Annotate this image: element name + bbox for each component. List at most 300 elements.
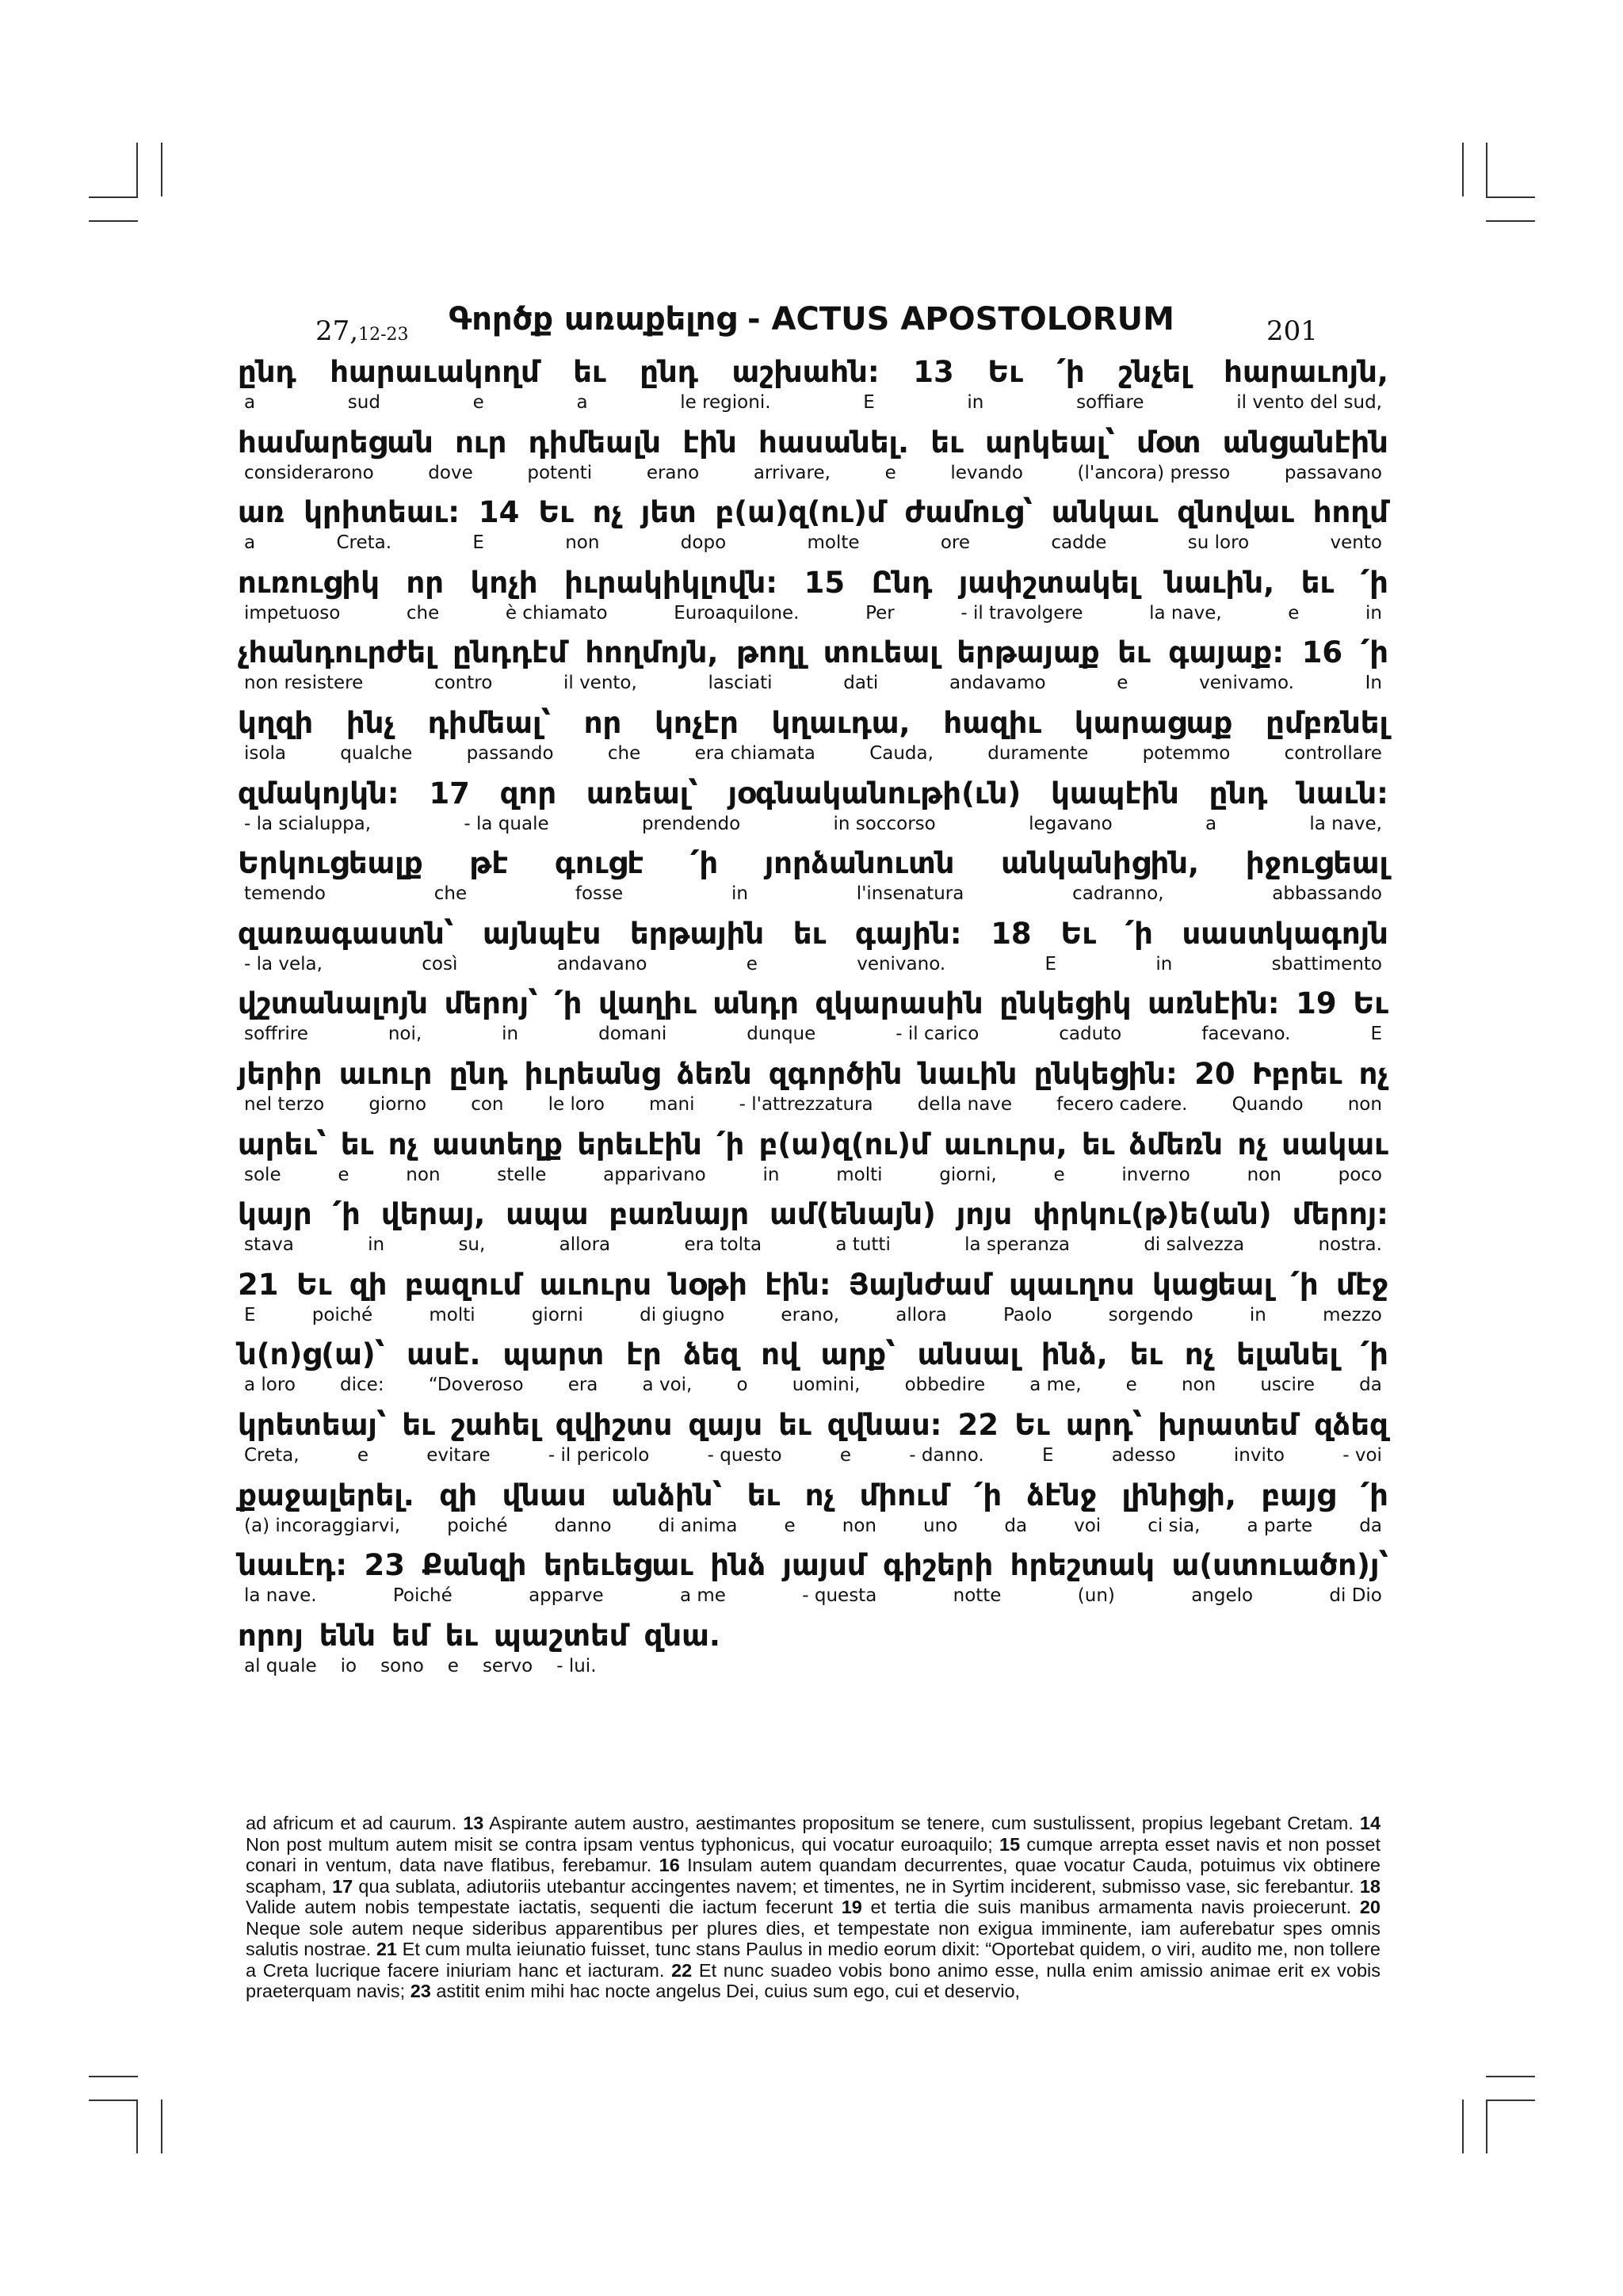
italian-gloss-word: levando xyxy=(950,462,1023,483)
armenian-word: ՛ի xyxy=(716,1127,745,1161)
italian-gloss-word: - il pericolo xyxy=(548,1445,650,1466)
italian-gloss-line xyxy=(238,1445,1388,1466)
latin-verse-text: Non post multum autem misit se contra ipsam ventus typhonicus, qui vocatur euroaquilo; xyxy=(246,1833,1000,1855)
armenian-word: առնէին: xyxy=(1148,986,1280,1021)
italian-gloss-word: il vento, xyxy=(563,673,637,694)
italian-gloss-word: (a) incoraggiarvi, xyxy=(244,1515,401,1536)
italian-gloss-line xyxy=(238,463,1388,483)
crop-mark xyxy=(1486,2100,1487,2153)
italian-gloss-word: considerarono xyxy=(244,462,374,483)
latin-verse-text: Insulam autem quandam decurrentes, quae vocatur Cauda, potuimus vix obtinere scapham, xyxy=(246,1855,1381,1897)
italian-gloss-word: dove xyxy=(428,462,473,483)
armenian-word: ՛ի xyxy=(1360,1478,1388,1512)
armenian-word: դիմեալ՝ xyxy=(427,706,551,740)
interlinear-line xyxy=(238,1408,1388,1476)
italian-gloss-line xyxy=(238,1024,1388,1044)
interlinear-line xyxy=(238,566,1388,634)
italian-gloss-word: che xyxy=(406,602,440,624)
interlinear-line xyxy=(238,425,1388,494)
crop-mark xyxy=(1462,2100,1464,2153)
italian-gloss-word: potemmo xyxy=(1142,743,1231,764)
armenian-word: ՛ի xyxy=(1125,916,1153,951)
armenian-word: կոչի xyxy=(470,565,538,600)
interlinear-line xyxy=(238,1268,1388,1336)
armenian-word: հազիւ xyxy=(943,706,1042,740)
armenian-word: էին xyxy=(682,425,737,460)
armenian-word: ուռուցիկ xyxy=(238,565,380,600)
italian-gloss-word: giorno xyxy=(369,1094,427,1115)
italian-gloss-word: l'insenatura xyxy=(856,883,964,905)
armenian-word: եւ xyxy=(1117,635,1151,670)
armenian-word: սաստկագոյն xyxy=(1182,916,1388,951)
italian-gloss-word: nostra. xyxy=(1318,1234,1382,1256)
italian-gloss-word: in xyxy=(731,883,748,905)
interlinear-line xyxy=(238,1197,1388,1265)
armenian-word: նաւն: xyxy=(1297,776,1388,810)
italian-gloss-word: e xyxy=(472,392,484,413)
italian-gloss-word: la speranza xyxy=(964,1234,1070,1256)
italian-gloss-word: in xyxy=(368,1234,385,1256)
italian-gloss-word: a voi, xyxy=(642,1375,693,1396)
verse-number: 18 xyxy=(1359,1875,1381,1897)
italian-gloss-word: poiché xyxy=(447,1515,508,1536)
armenian-word: զի xyxy=(349,1267,388,1302)
italian-gloss-word: evitare xyxy=(426,1445,491,1466)
armenian-word: դիմեալն xyxy=(528,425,662,460)
italian-gloss-word: la nave, xyxy=(1149,602,1222,624)
italian-gloss-line xyxy=(238,673,1388,693)
armenian-word: բայց xyxy=(1261,1478,1336,1512)
verse-number: 23 xyxy=(410,1981,431,2001)
armenian-word: եւ xyxy=(573,355,606,389)
armenian-word: ուր xyxy=(455,425,507,460)
italian-gloss-word: a xyxy=(244,532,256,554)
italian-gloss-line xyxy=(238,603,1388,624)
armenian-line xyxy=(238,1057,1388,1091)
italian-gloss-word: erano xyxy=(646,462,700,483)
armenian-word: արք՝ xyxy=(820,1337,896,1372)
armenian-word: Քանզի xyxy=(422,1548,527,1583)
armenian-line xyxy=(238,1548,1388,1582)
armenian-word: զառագաստն՝ xyxy=(238,916,454,951)
italian-gloss-word: molti xyxy=(429,1304,475,1325)
armenian-word: խրատեմ xyxy=(1158,1408,1299,1442)
latin-verse-text: Et nunc suadeo vobis bono animo esse, nulla enim amissio animae erit ex vobis praeterquam navis; xyxy=(246,1959,1381,2001)
italian-gloss-word: Paolo xyxy=(1002,1304,1052,1325)
armenian-word: Եւ xyxy=(296,1267,332,1302)
armenian-word: շահել xyxy=(450,1408,540,1442)
italian-gloss-word: abbassando xyxy=(1272,883,1382,905)
armenian-word: թողլ xyxy=(736,635,806,670)
armenian-word: ընկեցին: xyxy=(1033,1057,1178,1091)
armenian-word: արեւ՝ xyxy=(238,1127,327,1161)
crop-mark xyxy=(89,196,138,198)
armenian-word: ձմեռն xyxy=(1128,1127,1224,1161)
armenian-word: զայս xyxy=(688,1408,763,1442)
armenian-word: աւուրս, xyxy=(944,1127,1067,1161)
italian-gloss-line xyxy=(238,954,1388,974)
italian-gloss-word: fosse xyxy=(575,883,624,905)
italian-gloss-word: io xyxy=(340,1655,357,1676)
armenian-word: ՛ի xyxy=(1360,565,1388,600)
armenian-word: փրկու(թ)ե(ան) xyxy=(1033,1197,1272,1232)
armenian-word: անցանէին xyxy=(1222,425,1388,460)
armenian-word: Եւ xyxy=(1353,986,1388,1021)
armenian-word: մէջ xyxy=(1336,1267,1388,1302)
interlinear-line xyxy=(238,635,1388,704)
italian-gloss-word: le loro xyxy=(548,1094,605,1115)
italian-gloss-word: da xyxy=(1359,1515,1382,1536)
armenian-word: յետ xyxy=(640,495,697,530)
italian-gloss-word: a parte xyxy=(1247,1515,1313,1536)
italian-gloss-word: angelo xyxy=(1191,1585,1254,1607)
armenian-word: ՛ի xyxy=(1360,1337,1388,1372)
armenian-word: Եւ xyxy=(1060,916,1097,951)
italian-gloss-word: non xyxy=(1347,1094,1382,1115)
armenian-word: անդր xyxy=(712,986,799,1021)
armenian-word: պաւղոս xyxy=(1009,1267,1135,1302)
armenian-word: նաւին, xyxy=(1165,565,1275,600)
armenian-word: որ xyxy=(583,706,622,740)
armenian-word: ձեզ xyxy=(683,1337,739,1372)
armenian-word: առեալ՝ xyxy=(586,776,698,810)
italian-gloss-word: da xyxy=(1359,1375,1382,1396)
armenian-word: ընդ xyxy=(238,355,296,389)
armenian-word: գիշերի xyxy=(883,1548,994,1583)
crop-mark xyxy=(89,2100,138,2101)
armenian-word: եւ xyxy=(792,916,827,951)
armenian-word: ընդ xyxy=(1209,776,1268,810)
interlinear-line xyxy=(238,1478,1388,1547)
italian-gloss-word: lasciati xyxy=(708,673,773,694)
italian-gloss-word: voi xyxy=(1074,1515,1102,1536)
latin-verse-text: cumque arrepta esset navis et non posset conari in ventum, data nave flatibus, ferebamur. xyxy=(246,1833,1381,1875)
crop-mark xyxy=(161,143,162,196)
armenian-word: ՛ի xyxy=(1360,635,1388,670)
italian-gloss-word: - l'attrezzatura xyxy=(739,1094,873,1115)
armenian-word: եւ xyxy=(747,1478,781,1512)
italian-gloss-word: - lui. xyxy=(556,1655,597,1676)
armenian-word: եւ xyxy=(1129,1337,1163,1372)
italian-gloss-word: di anima xyxy=(658,1515,738,1536)
italian-gloss-word: ci sia, xyxy=(1148,1515,1201,1536)
italian-gloss-word: legavano xyxy=(1029,813,1113,834)
interlinear-line xyxy=(238,495,1388,563)
armenian-word: երեւեցաւ xyxy=(543,1548,693,1583)
italian-gloss-word: (l'ancora) presso xyxy=(1077,462,1231,483)
crop-mark xyxy=(1486,2100,1535,2101)
italian-gloss-word: passando xyxy=(466,743,554,764)
verse-number: 13 xyxy=(463,1813,484,1833)
italian-gloss-word: dati xyxy=(843,673,879,694)
italian-gloss-word: al quale xyxy=(244,1655,317,1676)
italian-gloss-word: poco xyxy=(1338,1164,1382,1185)
armenian-word: Իբրեւ xyxy=(1251,1057,1342,1091)
italian-gloss-word: in xyxy=(1365,602,1382,624)
armenian-word: երեւէին xyxy=(577,1127,702,1161)
armenian-word: կապէին xyxy=(1051,776,1179,810)
italian-gloss-word: e xyxy=(884,462,896,483)
armenian-word: սակաւ xyxy=(1281,1127,1388,1161)
italian-gloss-word: E xyxy=(1370,1024,1382,1045)
armenian-line xyxy=(238,986,1388,1020)
armenian-line xyxy=(238,1619,1388,1653)
italian-gloss-word: su loro xyxy=(1187,532,1250,554)
italian-gloss-line xyxy=(238,392,1388,413)
armenian-word: յորձանուտն xyxy=(764,846,955,881)
italian-gloss-word: contro xyxy=(433,673,493,694)
armenian-word: շնչել xyxy=(1118,355,1190,389)
armenian-word: կղզի xyxy=(238,706,314,740)
italian-gloss-word: (un) xyxy=(1077,1585,1115,1607)
italian-gloss-word: sorgendo xyxy=(1108,1304,1193,1325)
armenian-word: տուեալ xyxy=(823,635,939,670)
italian-gloss-word: Cauda, xyxy=(869,743,934,764)
italian-gloss-word: e xyxy=(1288,602,1300,624)
armenian-word: զվիշտս xyxy=(555,1408,673,1442)
italian-gloss-word: - voi xyxy=(1342,1445,1382,1466)
latin-text xyxy=(246,1813,1381,2002)
armenian-word: Յայնժամ xyxy=(848,1267,991,1302)
armenian-word: ՛ի xyxy=(554,986,582,1021)
armenian-word: աւուրս xyxy=(539,1267,652,1302)
italian-gloss-word: In xyxy=(1365,673,1382,694)
italian-gloss-word: le regioni. xyxy=(680,392,771,413)
italian-gloss-word: a loro xyxy=(244,1375,296,1396)
armenian-line xyxy=(238,846,1388,880)
armenian-word: 16 xyxy=(1301,635,1343,670)
armenian-word: արդ՝ xyxy=(1065,1408,1143,1442)
armenian-word: յայսմ xyxy=(782,1548,866,1583)
armenian-line xyxy=(238,917,1388,951)
armenian-word: երթային xyxy=(630,916,765,951)
italian-gloss-word: cadde xyxy=(1051,532,1107,554)
latin-verse-text: Et cum multa ieiunatio fuisset, tunc stans Paulus in medio eorum dixit: “Oportebat quidem, o viri, audito me, non tollere a Creta lucrique facere iniuriam hanc et iacturam. xyxy=(246,1939,1381,1981)
armenian-word: մօտ xyxy=(1136,425,1201,460)
verse-number: 20 xyxy=(1359,1897,1381,1917)
italian-gloss-word: notte xyxy=(953,1585,1002,1607)
interlinear-line xyxy=(238,986,1388,1055)
crop-mark xyxy=(1486,143,1487,196)
italian-gloss-word: era tolta xyxy=(684,1234,762,1256)
italian-gloss-line xyxy=(238,743,1388,764)
armenian-word: ձէնջ xyxy=(1026,1478,1097,1512)
italian-gloss-word: qualche xyxy=(340,743,413,764)
armenian-word: բառնայր xyxy=(609,1197,750,1232)
armenian-word: զոր xyxy=(499,776,557,810)
armenian-word: վերայ, xyxy=(380,1197,486,1232)
italian-gloss-word: e xyxy=(1125,1375,1137,1396)
armenian-word: այնպէս xyxy=(483,916,601,951)
armenian-word: զձեզ xyxy=(1314,1408,1388,1442)
italian-gloss-word: - danno. xyxy=(909,1445,984,1466)
armenian-word: ապա xyxy=(506,1197,589,1232)
italian-gloss-word: isola xyxy=(244,743,286,764)
armenian-word: 15 xyxy=(804,565,846,600)
italian-gloss-word: e xyxy=(447,1655,459,1676)
italian-gloss-word: Creta, xyxy=(244,1445,300,1466)
italian-gloss-word: soffrire xyxy=(244,1024,308,1045)
verse-number: 16 xyxy=(659,1855,680,1875)
italian-gloss-word: passavano xyxy=(1284,462,1382,483)
italian-gloss-word: Euroaquilone. xyxy=(674,602,800,624)
armenian-word: անկաւ xyxy=(1051,495,1159,530)
armenian-word: ինձ xyxy=(710,1548,766,1583)
italian-gloss-word: era chiamata xyxy=(694,743,815,764)
interlinear-line xyxy=(238,776,1388,845)
verse-number: 19 xyxy=(841,1897,862,1917)
interlinear-line xyxy=(238,846,1388,914)
italian-gloss-word: - questo xyxy=(707,1445,782,1466)
crop-mark xyxy=(136,2100,138,2153)
italian-gloss-word: Poiché xyxy=(392,1585,453,1607)
italian-gloss-word: adesso xyxy=(1111,1445,1176,1466)
italian-gloss-word: allora xyxy=(559,1234,611,1256)
italian-gloss-word: uscire xyxy=(1260,1375,1316,1396)
italian-gloss-word: la nave. xyxy=(244,1585,317,1607)
armenian-word: զի xyxy=(439,1478,477,1512)
italian-gloss-word: o xyxy=(736,1375,748,1396)
armenian-word: կրետեայ՝ xyxy=(238,1408,387,1442)
italian-gloss-word: con xyxy=(471,1094,504,1115)
italian-gloss-line xyxy=(238,1234,1388,1255)
italian-gloss-word: E xyxy=(244,1304,256,1325)
armenian-word: եւ xyxy=(930,425,964,460)
armenian-word: իջուցեալ xyxy=(1245,846,1388,881)
armenian-word: ոչ xyxy=(1184,1337,1215,1372)
italian-gloss-word: e xyxy=(338,1164,349,1185)
italian-gloss-word: - questa xyxy=(802,1585,877,1607)
italian-gloss-word: obbedire xyxy=(904,1375,986,1396)
interlinear-line xyxy=(238,706,1388,774)
interlinear-line xyxy=(238,1127,1388,1196)
armenian-word: զգործին xyxy=(768,1057,903,1091)
armenian-word: ընդ xyxy=(449,1057,508,1091)
italian-gloss-word: sole xyxy=(244,1164,281,1185)
italian-gloss-word: mezzo xyxy=(1323,1304,1382,1325)
italian-gloss-word: e xyxy=(357,1445,369,1466)
italian-gloss-word: a xyxy=(244,392,256,413)
armenian-word: գայաք: xyxy=(1168,635,1285,670)
armenian-word: ենն xyxy=(319,1618,376,1653)
crop-mark xyxy=(89,2076,138,2077)
crop-mark xyxy=(136,143,138,196)
italian-gloss-word: sbattimento xyxy=(1271,953,1382,974)
crop-mark xyxy=(161,2100,162,2153)
armenian-word: նաւին xyxy=(918,1057,1018,1091)
italian-gloss-word: invito xyxy=(1233,1445,1285,1466)
italian-gloss-word: molte xyxy=(807,532,860,554)
armenian-word: նաւէդ: xyxy=(238,1548,348,1583)
armenian-line xyxy=(238,1127,1388,1161)
armenian-word: ամ(ենայն) xyxy=(769,1197,936,1232)
italian-gloss-word: andavamo xyxy=(949,673,1046,694)
interlinear-line xyxy=(238,1057,1388,1125)
italian-gloss-word: e xyxy=(1117,673,1128,694)
italian-gloss-word: di salvezza xyxy=(1144,1234,1245,1256)
latin-verse-text: astitit enim mihi hac nocte angelus Dei, cuius sum ego, cui et deservio, xyxy=(430,1981,1021,2001)
italian-gloss-word: dunque xyxy=(747,1024,816,1045)
italian-gloss-line xyxy=(238,883,1388,904)
armenian-word: Եւ xyxy=(987,355,1023,389)
italian-gloss-word: temendo xyxy=(244,883,326,905)
italian-gloss-word: non xyxy=(406,1164,441,1185)
italian-gloss-word: e xyxy=(746,953,758,974)
italian-gloss-word: sud xyxy=(347,392,380,413)
italian-gloss-line xyxy=(238,1585,1388,1606)
latin-verse-text: et tertia die suis manibus armamenta navis proiecerunt. xyxy=(861,1897,1360,1917)
italian-gloss-word: stelle xyxy=(497,1164,547,1185)
armenian-line xyxy=(238,425,1388,460)
armenian-word: քաջալերել. xyxy=(238,1478,414,1512)
armenian-word: գային: xyxy=(854,916,962,951)
italian-gloss-word: noi, xyxy=(388,1024,422,1045)
armenian-word: էին: xyxy=(765,1267,831,1302)
armenian-word: կայր xyxy=(238,1197,312,1232)
italian-gloss-word: E xyxy=(1041,1445,1054,1466)
italian-gloss-word: venivano. xyxy=(857,953,946,974)
italian-gloss-word: a xyxy=(576,392,588,413)
armenian-word: զվնաս: xyxy=(827,1408,942,1442)
armenian-word: ոչ xyxy=(1237,1127,1267,1161)
armenian-word: պարտ xyxy=(502,1337,605,1372)
italian-gloss-word: in xyxy=(967,392,984,413)
italian-gloss-word: impetuoso xyxy=(244,602,341,624)
italian-gloss-word: facevano. xyxy=(1201,1024,1291,1045)
armenian-line xyxy=(238,1408,1388,1442)
italian-gloss-word: è chiamato xyxy=(505,602,608,624)
italian-gloss-word: poiché xyxy=(311,1304,373,1325)
armenian-word: անձին՝ xyxy=(611,1478,723,1512)
italian-gloss-word: ore xyxy=(940,532,971,554)
latin-verse-text: Aspirante autem austro, aestimantes propositum se tenere, cum sustulissent, propius legebant Cretam. xyxy=(483,1813,1360,1833)
italian-gloss-line xyxy=(238,1165,1388,1185)
italian-gloss-word: la nave, xyxy=(1309,813,1382,834)
italian-gloss-word: - il travolgere xyxy=(960,602,1083,624)
latin-verse-text: Neque sole autem neque sideribus apparentibus per plures dies, et tempestate non exigua imminente, iam auferebatur spes omnis salutis nostrae. xyxy=(246,1917,1381,1959)
italian-gloss-word: controllare xyxy=(1284,743,1382,764)
armenian-word: արկեալ՝ xyxy=(985,425,1115,460)
interlinear-line xyxy=(238,1337,1388,1405)
italian-gloss-word: - la quale xyxy=(464,813,549,834)
armenian-word: կղաւդա, xyxy=(771,706,911,740)
armenian-word: միում xyxy=(859,1478,949,1512)
crop-mark xyxy=(1486,196,1535,198)
armenian-word: Եւ xyxy=(538,495,574,530)
armenian-line xyxy=(238,635,1388,669)
italian-gloss-word: uomini, xyxy=(792,1375,861,1396)
italian-gloss-word: in soccorso xyxy=(833,813,936,834)
italian-gloss-word: stava xyxy=(244,1234,294,1256)
armenian-word: թէ xyxy=(469,846,509,881)
armenian-word: նօթի xyxy=(669,1267,747,1302)
italian-gloss-word: che xyxy=(433,883,468,905)
verse-number: 15 xyxy=(999,1833,1021,1855)
armenian-word: վնաս xyxy=(502,1478,586,1512)
italian-gloss-word: non xyxy=(1181,1375,1216,1396)
italian-gloss-word: caduto xyxy=(1059,1024,1122,1045)
italian-gloss-line xyxy=(238,1516,1388,1536)
italian-gloss-word: a me xyxy=(679,1585,726,1607)
italian-gloss-word: fecero cadere. xyxy=(1056,1094,1188,1115)
italian-gloss-word: e xyxy=(1053,1164,1065,1185)
armenian-word: իւրեանց xyxy=(524,1057,660,1091)
armenian-word: անկանիցին, xyxy=(1001,846,1200,881)
italian-gloss-word: E xyxy=(472,532,484,554)
armenian-word: հողմ xyxy=(1312,495,1388,530)
italian-gloss-word: così xyxy=(422,953,458,974)
armenian-word: կոչէր xyxy=(655,706,739,740)
